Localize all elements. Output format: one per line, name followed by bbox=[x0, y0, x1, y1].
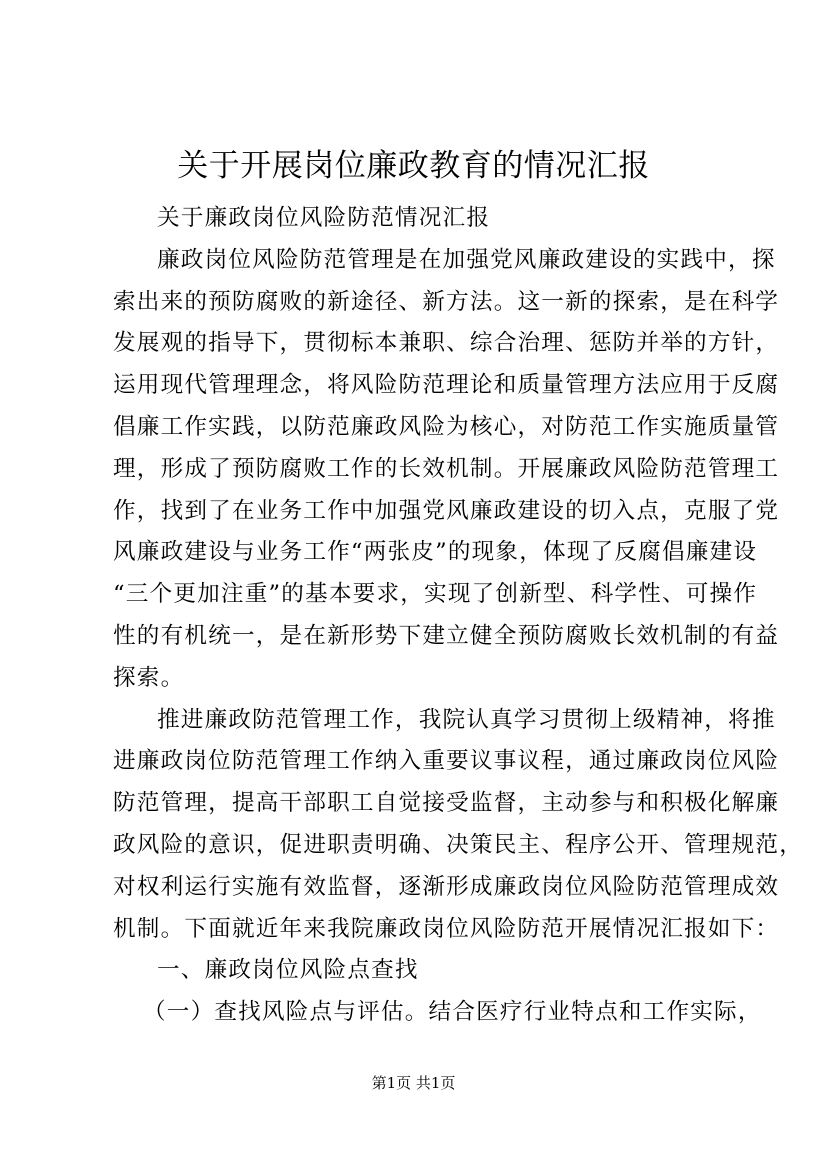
text-line: 探索。 bbox=[113, 664, 185, 691]
text-line: 廉政岗位风险防范管理是在加强党风廉政建设的实践中，探 bbox=[157, 246, 776, 273]
document-body bbox=[113, 198, 804, 1034]
text-line: 政风险的意识，促进职责明确、决策民主、程序公开、管理规范， bbox=[113, 831, 804, 858]
text-line: 对权利运行实施有效监督，逐渐形成廉政岗位风险防范管理成效 bbox=[113, 873, 780, 900]
text-line: 风廉政建设与业务工作“两张皮”的现象，体现了反腐倡廉建设 bbox=[113, 539, 758, 566]
text-line: “三个更加注重”的基本要求，实现了创新型、科学性、可操作 bbox=[113, 581, 758, 608]
page-footer: 第1页 共1页 bbox=[371, 1074, 456, 1092]
text-line: 作，找到了在业务工作中加强党风廉政建设的切入点，克服了党 bbox=[113, 497, 780, 524]
text-line: 性的有机统一，是在新形势下建立健全预防腐败长效机制的有益 bbox=[113, 622, 780, 649]
text-line: 倡廉工作实践，以防范廉政风险为核心，对防范工作实施质量管 bbox=[113, 413, 780, 440]
text-line: 理，形成了预防腐败工作的长效机制。开展廉政风险防范管理工 bbox=[113, 455, 780, 482]
text-line: 进廉政岗位防范管理工作纳入重要议事议程，通过廉政岗位风险 bbox=[113, 748, 780, 775]
text-line: 一、廉政岗位风险点查找 bbox=[157, 957, 419, 984]
text-line: 防范管理，提高干部职工自觉接受监督，主动参与和积极化解廉 bbox=[113, 790, 780, 817]
text-line: 推进廉政防范管理工作，我院认真学习贯彻上级精神，将推 bbox=[157, 706, 776, 733]
text-line: （一）查找风险点与评估。结合医疗行业特点和工作实际， bbox=[143, 999, 762, 1026]
text-line: 索出来的预防腐败的新途径、新方法。这一新的探索，是在科学 bbox=[113, 288, 780, 315]
document-title: 关于开展岗位廉政教育的情况汇报 bbox=[177, 148, 650, 184]
text-line: 关于廉政岗位风险防范情况汇报 bbox=[157, 205, 491, 231]
text-line: 运用现代管理理念，将风险防范理论和质量管理方法应用于反腐 bbox=[113, 372, 780, 399]
text-line: 机制。下面就近年来我院廉政岗位风险防范开展情况汇报如下： bbox=[113, 915, 780, 942]
text-line: 发展观的指导下，贯彻标本兼职、综合治理、惩防并举的方针， bbox=[113, 330, 780, 357]
